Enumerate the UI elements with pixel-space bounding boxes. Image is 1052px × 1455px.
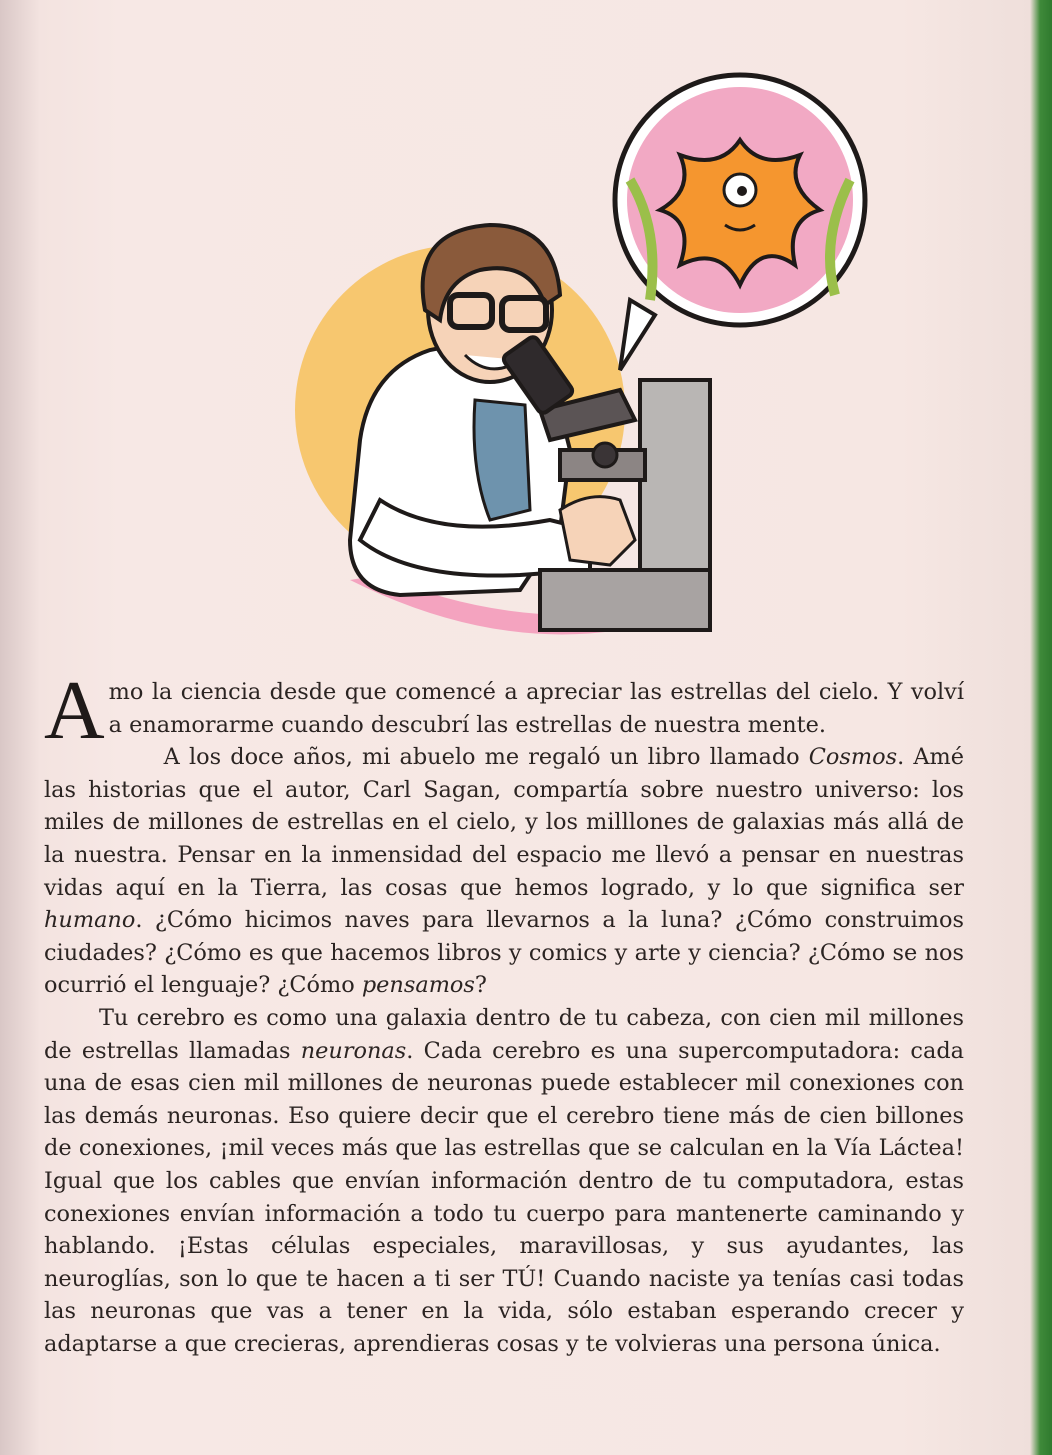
body-text: [44, 664, 965, 1360]
paragraph-2: [44, 741, 964, 1002]
neuron-pupil: [737, 186, 747, 196]
p2-italic-cosmos: Cosmos: [808, 744, 898, 771]
neuron-cell: [660, 140, 820, 285]
blue-shirt: [474, 400, 530, 520]
microscope-base: [540, 570, 710, 630]
p3-italic-neuronas: neuronas: [300, 1037, 407, 1064]
p2-text-3: . ¿Cómo hicimos naves para llevarnos a la luna? ¿Cómo construimos ciudades? ¿Cómo es que hacemos libros y comics y arte y ciencia? ¿Cómo se nos ocurrió el lenguaje? ¿Cómo: [44, 907, 964, 999]
p3-text-1: Tu cerebro es como una galaxia dentro de tu cabeza, con cien mil millones de estrellas llamadas: [44, 1004, 964, 1064]
microscope-knob: [593, 443, 617, 467]
p2-text-1: A los doce años, mi abuelo me regaló un libro llamado: [163, 744, 809, 771]
p2-text-4: ?: [474, 972, 487, 999]
paragraph-1: [44, 664, 964, 757]
paragraph-3: [44, 1002, 964, 1361]
paragraph-1-text: mo la ciencia desde que comencé a apreciar las estrellas del cielo. Y volví a enamorarme cuando descubrí las estrellas de nuestra mente.: [108, 679, 964, 738]
scientist-microscope-illustration: [290, 70, 870, 650]
p2-italic-humano: humano: [44, 907, 136, 934]
p2-italic-pensamos: pensamos: [361, 972, 475, 999]
hand: [560, 497, 635, 565]
p2-text-2: . Amé las historias que el autor, Carl Sagan, compartía sobre nuestro universo: los miles de millones de estrellas en el cielo, y los milllones de galaxias más allá de la nuestra. Pensar en la inmensidad del espacio me llevó a pensar en nuestras vidas aquí en la Tierra, las cosas que hemos logrado, y lo que significa ser: [44, 744, 964, 901]
bubble-tail: [620, 300, 655, 370]
drop-cap: A: [44, 664, 105, 757]
p3-text-2: . Cada cerebro es una supercomputadora: cada una de esas cien mil millones de neuronas puede establecer mil conexiones con las demás neuronas. Eso quiere decir que el cerebro tiene más de cien billones de conexiones, ¡mil veces más que las estrellas que se calculan en la Vía Láctea! Igual que los cables que envían información dentro de tu computadora, estas conexiones envían información a todo tu cuerpo para mantenerte caminando y hablando. ¡Estas células especiales, maravillosas, y sus ayudantes, las neuroglías, son lo que te hacen a ti ser TÚ! Cuando naciste ya tenías casi todas las neuronas que vas a tener en la vida, sólo estaban esperando crecer y adaptarse a que crecieras, aprendieras cosas y te volvieras una persona única.: [44, 1037, 965, 1357]
